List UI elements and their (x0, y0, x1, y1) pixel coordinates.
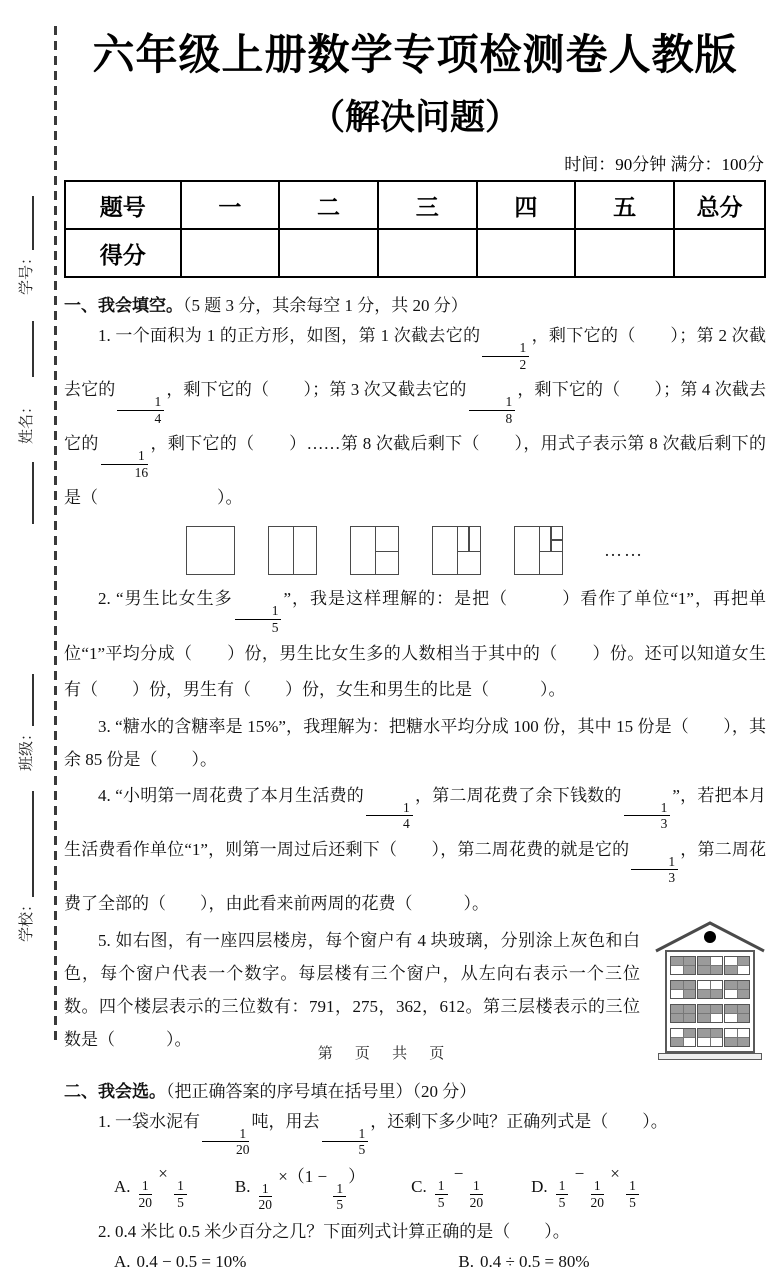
section2-heading (64, 1077, 766, 1102)
window-pane (725, 957, 737, 965)
score-table (64, 180, 766, 278)
window-pane (711, 981, 723, 989)
score-header-cell: 四 (477, 181, 576, 229)
score-table-header-row (65, 181, 765, 229)
diagram-ellipsis: …… (604, 540, 644, 561)
fill-line (31, 791, 34, 897)
window-pane (711, 990, 723, 998)
window-pane (698, 1029, 710, 1037)
fill-line (31, 196, 34, 250)
window-pane (711, 966, 723, 974)
question-2: 2. “男生比女生多 $\frac{1}{5}$ ”，我是这样理解的：是把（ ）看作了单位“1”，再把单位“1”平均分成（ ）份，男生比女生多的人数相当于其中的（ ）份。还可以知道女生有（ ）份，男生有（ ）份，女生和男生的比是（ ）。 (64, 589, 767, 699)
option-b-formula: 0.4 ÷ 0.5 = 80% (479, 1251, 590, 1271)
choice-question-2-options (114, 1252, 766, 1272)
window-pane (684, 990, 696, 998)
score-empty-cell (181, 229, 280, 277)
window-pane (725, 966, 737, 974)
question-1: 1. 一个面积为 1 的正方形，如图，第 1 次截去它的 $\frac{1}{2}$ ，剩下它的（ ）；第 2 次截去它的 $\frac{1}{4}$ ，剩下它的（ ）；第 3 次又截去它的 $\frac{1}{8}$ ，剩下它的（ ）；第 4 次截去它的 $\frac{1}{16}$ ，剩下它的（ ）……第 8 次截后剩下（ ），用式子表示第 8 次截后剩下的是（ ）。 (64, 326, 767, 508)
option-b (235, 1162, 365, 1213)
section2-heading-note: （把正确答案的序号填在括号里）（20 分） (166, 1081, 477, 1101)
fraction: $\frac{1}{20}$ (469, 1178, 484, 1210)
seal-dashed-line (54, 26, 57, 1040)
window-pane (684, 957, 696, 965)
window-pane (725, 981, 737, 989)
building-window (670, 1004, 696, 1023)
building-windows (665, 950, 755, 1053)
option-a (114, 1252, 246, 1272)
binding-strip (0, 0, 50, 1084)
building-roof-icon (654, 920, 766, 952)
score-row-label: 得分 (65, 229, 181, 277)
square-step-1 (186, 526, 235, 575)
score-header-cell: 五 (575, 181, 674, 229)
fraction: $\frac{1}{2}$ (482, 340, 529, 372)
window-pane (725, 1005, 737, 1013)
fraction: $\frac{1}{3}$ (631, 854, 678, 886)
choice-question-1: 1. 一袋水泥有 $\frac{1}{20}$ 吨，用去 $\frac{1}{5}$ ，还剩下多少吨？正确列式是（ ）。 (98, 1111, 668, 1158)
window-pane (684, 981, 696, 989)
choice-question-1-options (114, 1162, 766, 1213)
option-a-formula: 0.4 − 0.5 = 10% (136, 1251, 247, 1271)
building-window (724, 980, 750, 999)
option-d (531, 1164, 641, 1210)
fraction: $\frac{1}{5}$ (333, 1181, 346, 1213)
window-pane (671, 990, 683, 998)
window-pane (711, 957, 723, 965)
window-pane (671, 981, 683, 989)
time-score-meta: 时间：90分钟 满分：100分 (564, 155, 764, 175)
score-empty-cell (477, 229, 576, 277)
window-pane (738, 966, 750, 974)
option-a-label: A. (114, 1177, 131, 1197)
score-table-score-row (65, 229, 765, 277)
fraction: $\frac{1}{5}$ (556, 1178, 569, 1210)
window-pane (725, 990, 737, 998)
score-header-cell: 题号 (65, 181, 181, 229)
section1-heading-note: （5 题 3 分，其余每空 1 分，共 20 分） (183, 296, 468, 316)
window-pane (738, 1014, 750, 1022)
window-pane (698, 990, 710, 998)
fraction: $\frac{1}{20}$ (138, 1178, 153, 1210)
building-window (670, 980, 696, 999)
fraction: $\frac{1}{5}$ (626, 1178, 639, 1210)
option-b-label: B. (234, 1177, 251, 1197)
option-d-formula: $\frac{1}{5}$ − $\frac{1}{20}$ × $\frac{1}{5}$ (554, 1164, 641, 1210)
window-pane (725, 1014, 737, 1022)
question-3: 3. “糖水的含糖率是 15%”，我理解为：把糖水平均分成 100 份，其中 15 份是（ ），其余 85 份是（ ）。 (64, 716, 766, 769)
name-label: 姓名： (17, 398, 35, 444)
window-pane (738, 1029, 750, 1037)
window-pane (738, 1005, 750, 1013)
window-pane (698, 981, 710, 989)
window-pane (698, 957, 710, 965)
option-a-formula: $\frac{1}{20}$ × $\frac{1}{5}$ (137, 1164, 189, 1210)
option-b (458, 1252, 589, 1272)
unit-square-diagram (186, 526, 766, 575)
building-floor (670, 1004, 750, 1023)
student-id-label: 学号： (17, 249, 35, 295)
fraction: $\frac{1}{20}$ (590, 1178, 604, 1210)
building-window (670, 956, 696, 975)
fraction: $\frac{1}{5}$ (435, 1178, 448, 1210)
window-pane (684, 966, 696, 974)
building-window (724, 956, 750, 975)
fraction: $\frac{1}{3}$ (624, 800, 671, 832)
fraction: $\frac{1}{5}$ (235, 603, 282, 635)
window-pane (684, 1014, 696, 1022)
building-window (697, 1004, 723, 1023)
fraction: $\frac{1}{4}$ (117, 394, 164, 426)
fill-line (31, 321, 34, 377)
paper-content (64, 0, 766, 1274)
square-step-4 (432, 526, 481, 575)
school-label: 学校： (17, 896, 35, 942)
score-empty-cell (674, 229, 765, 277)
window-pane (684, 1005, 696, 1013)
window-pane (711, 1014, 723, 1022)
fraction: $\frac{1}{8}$ (469, 394, 516, 426)
section1-heading-label: 一、我会填空。 (64, 296, 183, 316)
option-d-label: D. (531, 1177, 548, 1197)
window-pane (698, 1005, 710, 1013)
option-a (114, 1164, 189, 1210)
section2-heading-label: 二、我会选。 (64, 1081, 166, 1101)
section1-heading (64, 291, 766, 316)
student-info-labels (0, 0, 50, 1084)
square-step-5 (514, 526, 563, 575)
building-floor (670, 980, 750, 999)
question-5: 5. 如右图，有一座四层楼房，每个窗户有 4 块玻璃，分别涂上灰色和白色，每个窗户代表一个数字。每层楼有三个窗户，从左向右表示一个三位数。四个楼层表示的三位数有：791，275，362，612。第三层楼表示的三位数是（ ）。 (64, 930, 640, 1049)
window-pane (725, 1029, 737, 1037)
fraction: $\frac{1}{4}$ (366, 800, 413, 832)
fraction: $\frac{1}{5}$ (322, 1126, 369, 1158)
window-pane (738, 981, 750, 989)
option-c (411, 1164, 485, 1210)
window-pane (698, 966, 710, 974)
building-window (697, 956, 723, 975)
window-pane (711, 1029, 723, 1037)
page-footer: 第 页 共 页 (317, 1045, 454, 1062)
option-c-formula: $\frac{1}{5}$ − $\frac{1}{20}$ (433, 1164, 485, 1210)
window-pane (698, 1014, 710, 1022)
square-step-2 (268, 526, 317, 575)
window-pane (711, 1005, 723, 1013)
window-pane (671, 1014, 683, 1022)
paper-subtitle: （解决问题） (309, 98, 520, 138)
square-step-3 (350, 526, 399, 575)
fraction: $\frac{1}{16}$ (101, 448, 149, 480)
score-header-cell: 二 (279, 181, 378, 229)
window-pane (671, 1005, 683, 1013)
paper-title: 六年级上册数学专项检测卷人教版 (92, 31, 738, 78)
window-pane (684, 1029, 696, 1037)
option-b-label: B. (458, 1251, 474, 1271)
score-empty-cell (279, 229, 378, 277)
building-window (697, 980, 723, 999)
fraction: $\frac{1}{20}$ (258, 1180, 272, 1213)
option-b-formula: $\frac{1}{20}$ ×（1 − $\frac{1}{5}$ ） (258, 1166, 366, 1213)
fill-line (31, 674, 34, 726)
building-window (724, 1004, 750, 1023)
fill-line (31, 462, 34, 524)
score-empty-cell (575, 229, 674, 277)
fraction: $\frac{1}{20}$ (202, 1126, 250, 1158)
score-empty-cell (378, 229, 477, 277)
building-floor (670, 956, 750, 975)
building-illustration (654, 920, 766, 1060)
window-pane (671, 966, 683, 974)
window-pane (738, 957, 750, 965)
score-header-cell: 一 (181, 181, 280, 229)
window-pane (738, 990, 750, 998)
option-a-label: A. (114, 1251, 131, 1271)
fraction: $\frac{1}{5}$ (174, 1178, 187, 1210)
score-header-cell: 总分 (674, 181, 765, 229)
class-label: 班级： (17, 725, 35, 771)
score-header-cell: 三 (378, 181, 477, 229)
window-pane (671, 1029, 683, 1037)
question-4: 4. “小明第一周花费了本月生活费的 $\frac{1}{4}$ ，第二周花费了余下钱数的 $\frac{1}{3}$ ”，若把本月生活费看作单位“1”，则第一周过后还剩下（ ），第二周花费的就是它的 $\frac{1}{3}$ ，第二周花费了全部的（ ），由此看来前两周的花费（ ）。 (64, 785, 767, 913)
window-pane (671, 957, 683, 965)
choice-question-2: 2. 0.4 米比 0.5 米少百分之几？下面列式计算正确的是（ ）。 (98, 1221, 570, 1241)
option-c-label: C. (411, 1177, 427, 1197)
